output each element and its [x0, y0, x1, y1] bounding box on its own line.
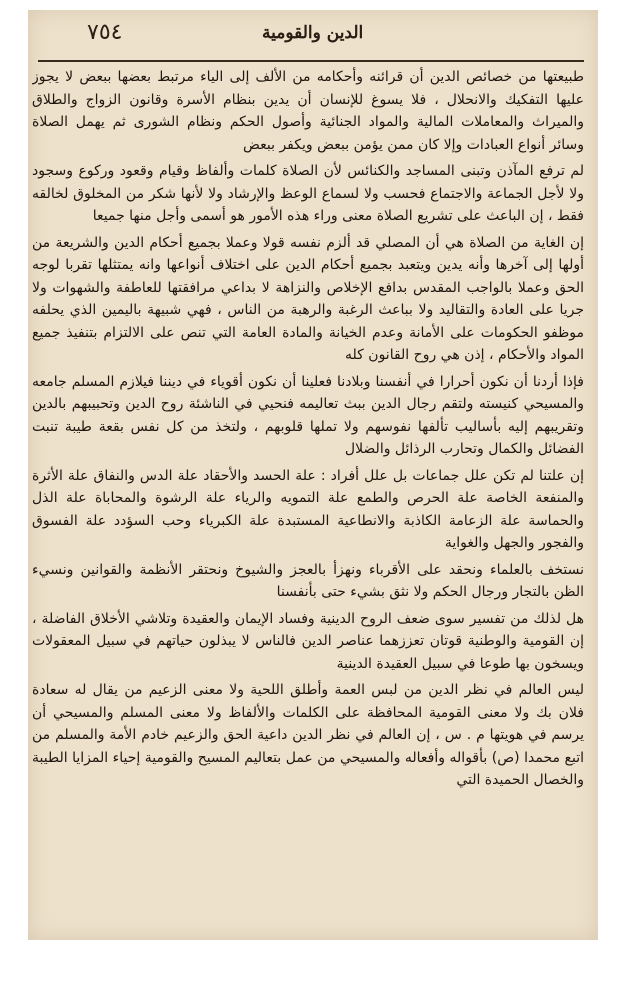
paragraph-8: ليس العالم في نظر الدين من لبس العمة وأطلق اللحية ولا معنى الزعيم من يقال له سعادة فلان بك ولا معنى القومية المحافظة على الكلمات والألفاظ ولا معنى المسلم والمسيحي أن يرسم في هويتها م . س ، إن العالم في نظر الدين داعية الحق والزعيم خادم الأمة والمسلم من اتبع محمدا (ص) بأقواله وأفعاله والمسيحي من عمل بتعاليم المسيح والقومية إحياء المزايا الطيبة والخصال الحميدة التي — [32, 682, 584, 788]
paragraph-5: إن علتنا لم تكن علل جماعات بل علل أفراد : علة الحسد والأحقاد علة الدس والنفاق علة الأثرة والمنفعة الخاصة علة الحرص والطمع علة التمويه والرياء علة الرشوة والمحاباة علة الذل والحماسة علة الزعامة الكاذبة والانطاعية المستبدة علة الكبرياء وحب السؤدد علة الفسوق والفجور والجهل والغواية — [32, 467, 584, 551]
header-divider — [38, 60, 584, 62]
paragraph-2: لم ترفع المآذن وتبنى المساجد والكنائس لأن الصلاة كلمات وألفاظ وقيام وقعود وركوع وسجود ولا لأجل الجماعة والاجتماع فحسب ولا لسماع الوعظ والإرشاد ولا لأنها شكر من المخلوق لخالقه فقط ، إن الباعث على تشريع الصلاة معنى وراء هذه الأمور هو أسمى وأجل منها جميعا — [32, 163, 584, 224]
paragraph-4: فإذا أردنا أن نكون أحرارا في أنفسنا وبلادنا فعلينا أن نكون أقوياء في ديننا فيلازم المسلم جامعه والمسيحي كنيسته ولتقم رجال الدين ببث تعاليمه فنحيي في الناشئة روح الدين وتحبيبهم بالدين وتقريبهم إليه بأساليب تألفها نفوسهم ولا تملها قلوبهم ، ولتخذ من كل نفس بقعة طيبة تنبت الفضائل والكمال وتحارب الرذائل والضلال — [32, 373, 584, 457]
body-text — [32, 66, 584, 936]
paragraph-3: إن الغاية من الصلاة هي أن المصلي قد ألزم نفسه قولا وعملا بجميع أحكام الدين والشريعة من أولها إلى آخرها وأنه يدين ويتعبد بجميع أحكام الدين على اختلاف أنواعها وانه يمتثلها تقربا لوجه الحق وعملا بالواجب المقدس بدافع الإخلاص والنزاهة لا بداعي مرافقتها للعاطفة والشهوات ولا جريا على العادة والتقاليد ولا بباعث الرغبة والرهبة من الناس ، فهي شبيهة باليمين الذي يحلفه موظفو الحكومات على الأمانة وعدم الخيانة والمادة العامة التي تنص على الالتزام بتنفيذ جميع المواد والأحكام ، إذن هي روح القانون كله — [32, 234, 584, 363]
running-title: الدين والقومية — [262, 23, 364, 43]
page-number: ٧٥٤ — [87, 20, 123, 45]
paragraph-6: نستخف بالعلماء ونحقد على الأقرباء ونهزأ بالعجز والشيوخ ونحتقر الأنظمة والقوانين ونسيء الظن بالتجار ورجال الحكم ولا نثق بشيء حتى بأنفسنا — [32, 561, 584, 600]
paragraph-7: هل لذلك من تفسير سوى ضعف الروح الدينية وفساد الإيمان والعقيدة وتلاشي الأخلاق الفاضلة ، إن القومية والوطنية قوتان تعززهما عناصر الدين فالناس لا يبذلون حياتهم في سبيل المعقولات ويسخون بها طوعا في سبيل العقيدة الدينية — [32, 610, 584, 672]
running-header — [32, 20, 580, 60]
paragraph-1: طبيعتها من خصائص الدين أن قرائنه وأحكامه من الألف إلى الياء مرتبط بعضها ببعض لا يجوز عليها التفكيك والانحلال ، فلا يسوغ للإنسان أن يدين بنظام الأسرة وقانون الزواج والطلاق والميراث والمعاملات المالية والمواد الجنائية وأصول الحكم ونظام الشورى ثم يهمل الصلاة وسائر أنواع العبادات وإلا كان ممن يؤمن ببعض ويكفر ببعض — [32, 69, 584, 153]
